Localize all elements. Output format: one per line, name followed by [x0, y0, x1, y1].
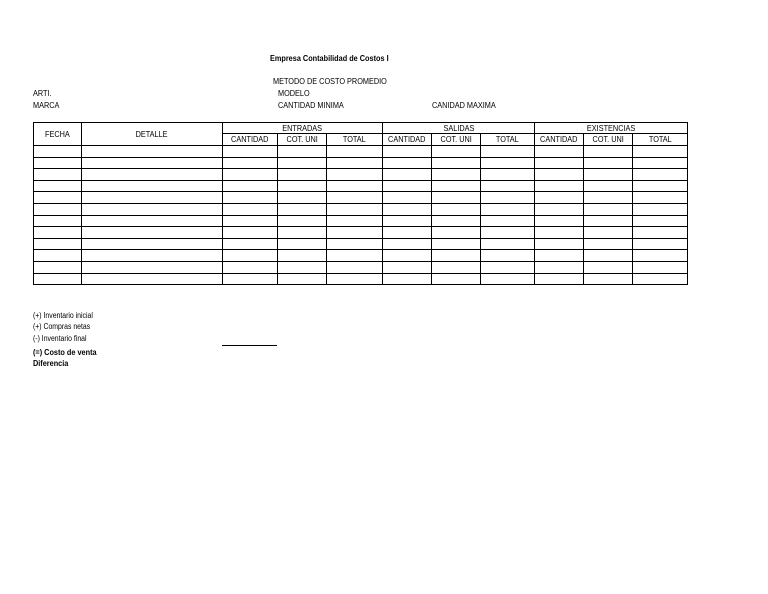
table-cell — [432, 238, 481, 250]
table-row — [34, 180, 688, 192]
table-cell — [34, 227, 82, 239]
table-cell — [383, 227, 432, 239]
table-cell — [82, 203, 223, 215]
table-cell — [383, 146, 432, 158]
table-cell — [82, 146, 223, 158]
table-cell — [535, 250, 584, 262]
min-qty-label: CANTIDAD MINIMA — [278, 100, 344, 110]
table-cell — [383, 261, 432, 273]
table-cell — [584, 273, 633, 285]
table-cell — [223, 169, 278, 181]
table-cell — [481, 227, 535, 239]
table-cell — [82, 157, 223, 169]
table-cell — [481, 273, 535, 285]
table-cell — [327, 261, 383, 273]
table-cell — [278, 157, 327, 169]
table-cell — [584, 250, 633, 262]
table-row — [34, 157, 688, 169]
table-cell — [383, 273, 432, 285]
table-cell — [34, 169, 82, 181]
table-cell — [481, 238, 535, 250]
table-cell — [223, 261, 278, 273]
table-cell — [278, 215, 327, 227]
table-cell — [584, 261, 633, 273]
table-cell — [34, 215, 82, 227]
table-cell — [481, 261, 535, 273]
table-cell — [584, 180, 633, 192]
subcol-entradas-total: TOTAL — [327, 134, 383, 146]
table-cell — [584, 203, 633, 215]
table-cell — [278, 261, 327, 273]
table-cell — [432, 157, 481, 169]
table-cell — [82, 192, 223, 204]
table-cell — [34, 192, 82, 204]
table-cell — [278, 238, 327, 250]
table-cell — [223, 180, 278, 192]
table-cell — [327, 250, 383, 262]
table-cell — [633, 215, 688, 227]
table-cell — [633, 180, 688, 192]
table-cell — [633, 238, 688, 250]
table-cell — [633, 203, 688, 215]
table-cell — [223, 146, 278, 158]
table-cell — [278, 273, 327, 285]
table-cell — [278, 146, 327, 158]
table-cell — [383, 238, 432, 250]
table-row — [34, 146, 688, 158]
table-cell — [327, 157, 383, 169]
table-cell — [584, 169, 633, 181]
table-cell — [34, 180, 82, 192]
table-cell — [584, 192, 633, 204]
table-cell — [481, 203, 535, 215]
table-cell — [278, 192, 327, 204]
table-cell — [383, 215, 432, 227]
table-cell — [584, 146, 633, 158]
table-cell — [383, 157, 432, 169]
table-cell — [383, 180, 432, 192]
table-cell — [223, 273, 278, 285]
table-cell — [633, 157, 688, 169]
summary-inventario-final: (-) Inventario final — [33, 334, 87, 343]
table-cell — [82, 261, 223, 273]
table-cell — [432, 146, 481, 158]
table-cell — [633, 261, 688, 273]
table-cell — [535, 180, 584, 192]
table-cell — [481, 157, 535, 169]
summary-underline — [222, 345, 277, 346]
table-cell — [383, 169, 432, 181]
company-title: Empresa Contabilidad de Costos I — [270, 53, 389, 63]
table-cell — [432, 215, 481, 227]
summary-inventario-inicial: (+) Inventario inicial — [33, 311, 93, 320]
table-cell — [432, 261, 481, 273]
table-cell — [82, 180, 223, 192]
kardex-body — [34, 146, 688, 285]
table-cell — [82, 169, 223, 181]
model-label: MODELO — [278, 88, 310, 98]
table-cell — [633, 227, 688, 239]
table-cell — [633, 192, 688, 204]
table-cell — [481, 180, 535, 192]
table-cell — [584, 227, 633, 239]
table-row — [34, 227, 688, 239]
table-cell — [327, 273, 383, 285]
subcol-entradas-cantidad: CANTIDAD — [223, 134, 278, 146]
table-row — [34, 250, 688, 262]
table-row — [34, 203, 688, 215]
table-cell — [327, 215, 383, 227]
table-cell — [535, 215, 584, 227]
table-cell — [82, 238, 223, 250]
table-cell — [584, 215, 633, 227]
table-cell — [278, 203, 327, 215]
table-row — [34, 215, 688, 227]
table-cell — [223, 157, 278, 169]
subcol-salidas-cantidad: CANTIDAD — [383, 134, 432, 146]
table-cell — [34, 250, 82, 262]
group-header-entradas: ENTRADAS — [223, 123, 383, 134]
table-cell — [535, 157, 584, 169]
table-cell — [327, 169, 383, 181]
table-cell — [34, 261, 82, 273]
table-header-row-groups — [34, 123, 688, 134]
table-cell — [535, 238, 584, 250]
table-cell — [82, 215, 223, 227]
table-row — [34, 261, 688, 273]
summary-diferencia: Diferencia — [33, 358, 69, 368]
table-cell — [34, 273, 82, 285]
subcol-existencias-cot-uni: COT. UNI — [584, 134, 633, 146]
table-cell — [633, 146, 688, 158]
table-cell — [223, 238, 278, 250]
subcol-entradas-cot-uni: COT. UNI — [278, 134, 327, 146]
table-cell — [223, 227, 278, 239]
kardex-table — [33, 122, 688, 285]
table-row — [34, 192, 688, 204]
table-cell — [584, 157, 633, 169]
table-cell — [633, 169, 688, 181]
table-cell — [633, 273, 688, 285]
table-cell — [34, 146, 82, 158]
table-cell — [34, 157, 82, 169]
table-cell — [383, 250, 432, 262]
table-cell — [432, 203, 481, 215]
table-cell — [481, 215, 535, 227]
col-header-fecha: FECHA — [34, 123, 82, 146]
table-cell — [278, 169, 327, 181]
brand-label: MARCA — [33, 100, 60, 110]
table-cell — [223, 215, 278, 227]
method-title: METODO DE COSTO PROMEDIO — [273, 76, 387, 86]
table-cell — [481, 250, 535, 262]
table-cell — [432, 180, 481, 192]
table-cell — [34, 238, 82, 250]
group-header-existencias: EXISTENCIAS — [535, 123, 688, 134]
table-row — [34, 273, 688, 285]
subcol-salidas-total: TOTAL — [481, 134, 535, 146]
table-cell — [535, 146, 584, 158]
max-qty-label: CANIDAD MAXIMA — [432, 100, 496, 110]
table-cell — [278, 180, 327, 192]
table-cell — [535, 261, 584, 273]
table-cell — [481, 192, 535, 204]
table-cell — [327, 180, 383, 192]
table-cell — [278, 227, 327, 239]
table-cell — [82, 250, 223, 262]
subcol-existencias-cantidad: CANTIDAD — [535, 134, 584, 146]
table-cell — [278, 250, 327, 262]
col-header-detalle: DETALLE — [82, 123, 223, 146]
table-cell — [535, 169, 584, 181]
table-cell — [34, 203, 82, 215]
table-cell — [535, 192, 584, 204]
article-label: ARTI. — [33, 88, 52, 98]
table-cell — [82, 273, 223, 285]
table-cell — [327, 238, 383, 250]
table-cell — [327, 227, 383, 239]
table-cell — [432, 250, 481, 262]
table-cell — [481, 146, 535, 158]
subcol-existencias-total: TOTAL — [633, 134, 688, 146]
table-row — [34, 238, 688, 250]
group-header-salidas: SALIDAS — [383, 123, 535, 134]
table-cell — [535, 203, 584, 215]
summary-compras-netas: (+) Compras netas — [33, 322, 91, 331]
table-cell — [535, 227, 584, 239]
table-cell — [535, 273, 584, 285]
subcol-salidas-cot-uni: COT. UNI — [432, 134, 481, 146]
table-cell — [432, 273, 481, 285]
table-cell — [633, 250, 688, 262]
table-cell — [432, 227, 481, 239]
table-cell — [432, 192, 481, 204]
table-cell — [584, 238, 633, 250]
table-cell — [327, 146, 383, 158]
table-cell — [82, 227, 223, 239]
table-cell — [383, 192, 432, 204]
table-cell — [327, 192, 383, 204]
table-cell — [432, 169, 481, 181]
table-row — [34, 169, 688, 181]
table-cell — [481, 169, 535, 181]
summary-costo-venta: (=) Costo de venta — [33, 347, 97, 357]
table-cell — [383, 203, 432, 215]
table-cell — [223, 192, 278, 204]
table-cell — [223, 203, 278, 215]
table-cell — [223, 250, 278, 262]
table-cell — [327, 203, 383, 215]
